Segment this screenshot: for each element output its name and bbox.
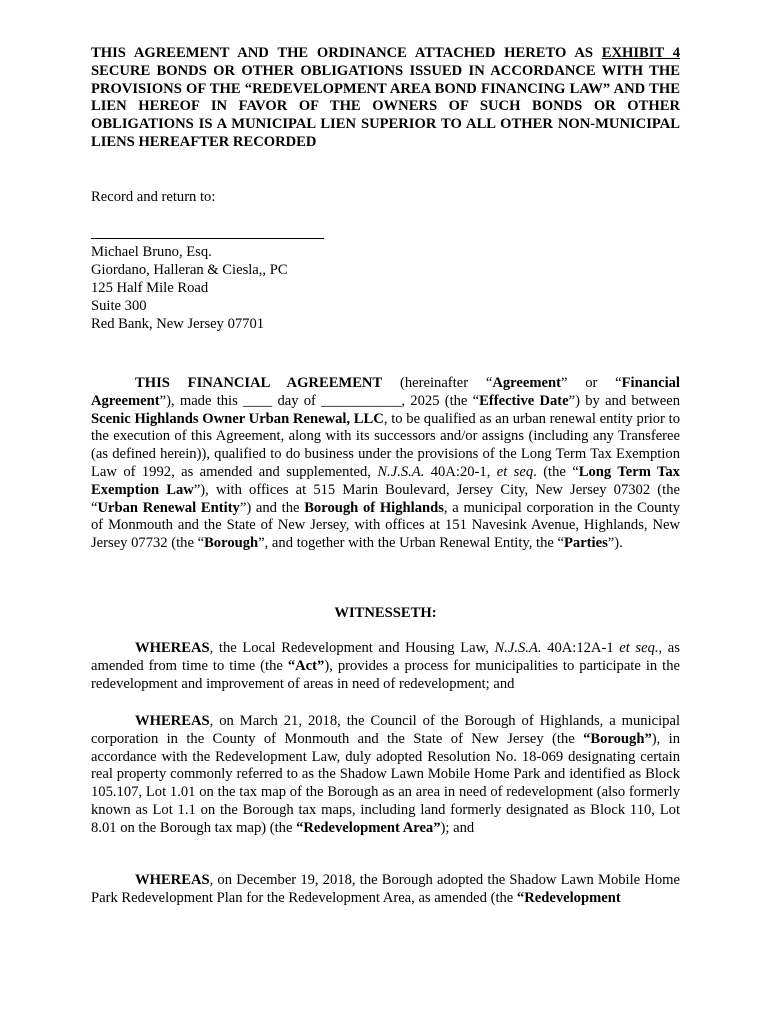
intro-paragraph: THIS FINANCIAL AGREEMENT (hereinafter “Agreement” or “Financial Agreement”), made this ____ day of ___________, 2025 (the “Effective Date”) by and between Scenic Highlands Owner Urban Renewal, LLC, to be qualified as an urban renewal entity prior to the execution of this Agreement, along with its successors and/or assigns (including any Transferee (as defined herein)), qualified to do business under the provisions of the Long Term Tax Exemption Law of 1992, as amended and supplemented, N.J.S.A. 40A:20-1, et seq. (the “Long Term Tax Exemption Law”), with offices at 515 Marin Boulevard, Jersey City, New Jersey 07302 (the “Urban Renewal Entity”) and the Borough of Highlands, a municipal corporation in the County of Monmouth and the State of New Jersey, with offices at 151 Navesink Avenue, Highlands, New Jersey 07732 (the “Borough”, and together with the Urban Renewal Entity, the “Parties”). (91, 375, 681, 552)
street-address: 125 Half Mile Road (91, 280, 209, 296)
attorney-name: Michael Bruno, Esq. (91, 244, 212, 260)
exhibit-reference: EXHIBIT 4 (601, 45, 680, 61)
return-address (91, 244, 680, 334)
city-state-zip: Red Bank, New Jersey 07701 (91, 316, 265, 332)
whereas-paragraph-1: WHEREAS, the Local Redevelopment and Housing Law, N.J.S.A. 40A:12A-1 et seq., as amended from time to time (the “Act”), provides a process for municipalities to participate in the redevelopment and improvement of areas in need of redevelopment; and (91, 640, 680, 692)
whereas-paragraph-3: WHEREAS, on December 19, 2018, the Borough adopted the Shadow Lawn Mobile Home Park Redevelopment Plan for the Redevelopment Area, as amended (the “Redevelopment (91, 872, 680, 906)
header-text-continued: SECURE BONDS OR OTHER OBLIGATIONS ISSUED IN ACCORDANCE WITH THE PROVISIONS OF THE “REDEVELOPMENT AREA BOND FINANCING LAW” AND THE LIEN HEREOF IN FAVOR OF THE OWNERS OF SUCH BONDS OR OTHER OBLIGATIONS IS A MUNICIPAL LIEN SUPERIOR TO ALL OTHER NON-MUNICIPAL LIENS HEREAFTER RECORDED (91, 62, 680, 150)
signature-line (91, 238, 324, 239)
suite: Suite 300 (91, 298, 147, 314)
header-text: THIS AGREEMENT AND THE ORDINANCE ATTACHED HERETO AS (91, 45, 602, 61)
record-return-label: Record and return to: (91, 189, 216, 205)
whereas-paragraph-2: WHEREAS, on March 21, 2018, the Council of the Borough of Highlands, a municipal corporation in the County of Monmouth and the State of New Jersey (the “Borough”), in accordance with the Redevelopment Law, duly adopted Resolution No. 18-069 designating certain real property commonly referred to as the Shadow Lawn Mobile Home Park and identified as Block 105.107, Lot 1.01 on the tax map of the Borough as an area in need of redevelopment (also formerly known as Lot 1.1 on the Borough tax maps, including land formerly designated as Block 110, Lot 8.01 on the Borough tax map) (the “Redevelopment Area”); and (91, 713, 680, 836)
document-header (91, 45, 680, 152)
law-firm: Giordano, Halleran & Ciesla,, PC (91, 262, 288, 278)
witnesseth-heading: WITNESSETH: (334, 605, 437, 621)
